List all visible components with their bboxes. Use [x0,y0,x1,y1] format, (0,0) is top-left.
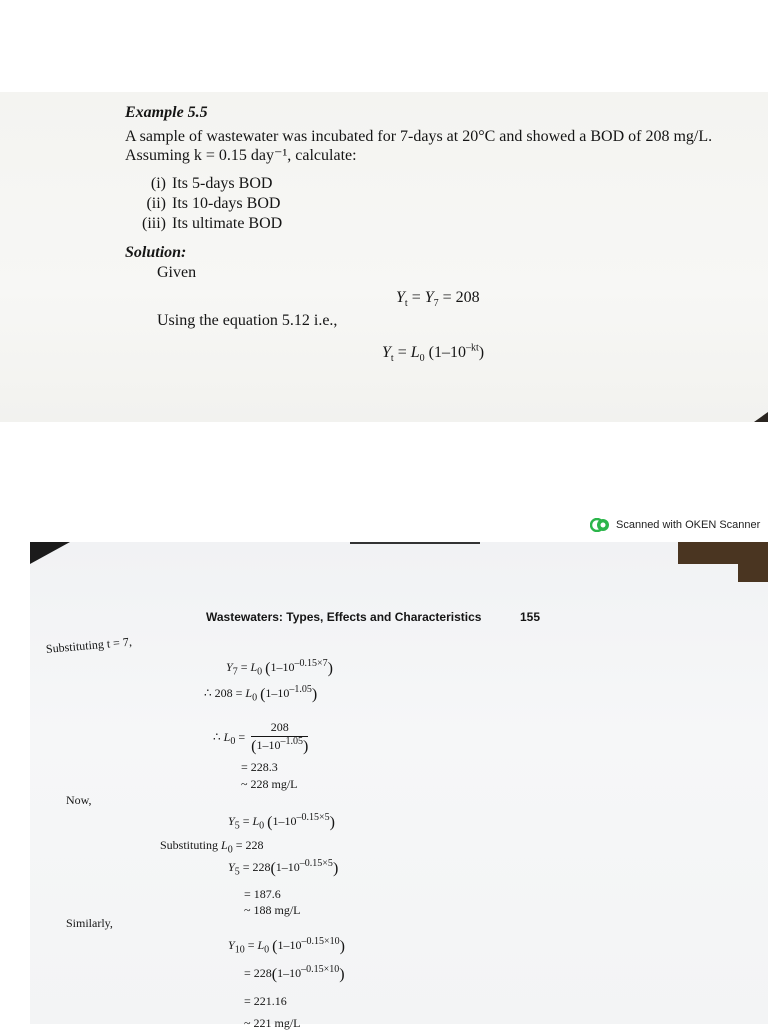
item-number: (ii) [146,195,166,212]
equation-y5: $Y_5 = L_0$ $(1-10^{-0.15\times 5})$ [228,812,335,832]
equation-y10: $Y_{10} = L_0$ $(1-10^{-0.15\times 10})$ [228,936,345,956]
equation-208: ∴ $208 = L_0$ $(1-10^{-1.05})$ [204,684,318,704]
result-y5-rounded: ~ 188 mg/L [244,903,301,917]
result-y10-rounded: ~ 221 mg/L [244,1016,301,1030]
equation-bod: $Y_t = L_0$ $(1-10^{-kt})$ [382,342,485,365]
now-label: Now, [66,793,92,807]
list-item [130,194,282,214]
scanner-watermark [590,518,760,532]
equation-l0-fraction: ∴ $L_0$ = $\frac{208}{(1-10^{-1.05})}$ [213,720,309,755]
list-item [130,214,282,234]
bottom-page [30,542,768,1030]
equation-y7: $Y_7 = L_0$ $(1-10^{-0.15\times 7})$ [226,658,333,678]
result-y5: = 187.6 [244,887,281,901]
fraction: $\frac{208}{(1-10^{-1.05})}$ [251,720,309,755]
background-surface [738,564,768,582]
substituting-label: Substituting [160,838,219,852]
solution-title: Solution: [125,244,187,261]
item-number: (i) [150,175,166,192]
question-list [130,174,282,234]
similarly-label: Similarly, [66,916,113,930]
item-text: Its ultimate BOD [172,215,283,232]
item-text: Its 10-days BOD [172,195,281,212]
item-text: Its 5-days BOD [172,175,273,192]
equation-y5-value: $Y_5 = 228(1-10^{-0.15\times 5})$ [228,858,339,878]
example-text: A sample of wastewater was incubated for 7-days at 20°C and showed a BOD of 208 mg/L. Assuming k = 0.15 day⁻¹, calculate: [125,128,713,164]
result-l0-rounded: ~ 228 mg/L [241,777,298,791]
list-item [130,174,282,194]
substituting-t-label: Substituting t = 7, [45,634,133,656]
substituting-l0-line: Substituting $L_0 = 228$ [160,838,264,856]
page-corner-shadow [30,542,70,564]
given-label: Given [157,264,197,281]
oken-scanner-icon [590,518,610,532]
result-l0: = 228.3 [241,760,278,774]
scanner-label: Scanned with OKEN Scanner [616,519,761,531]
equation-given: $Y_t = Y_7 = 208$ [396,289,480,310]
example-title: Example 5.5 [125,104,208,121]
top-page [0,92,768,422]
page-number: 155 [520,610,541,624]
equation-y10-value: = $228(1-10^{-0.15\times 10})$ [244,964,345,983]
item-number: (iii) [142,215,166,232]
page-edge-shadow [754,412,768,422]
using-equation-text: Using the equation 5.12 i.e., [157,312,338,329]
page-top-edge [350,542,480,544]
result-y10: = 221.16 [244,994,287,1008]
running-header: Wastewaters: Types, Effects and Characteristics [206,610,482,624]
background-surface [678,542,768,564]
